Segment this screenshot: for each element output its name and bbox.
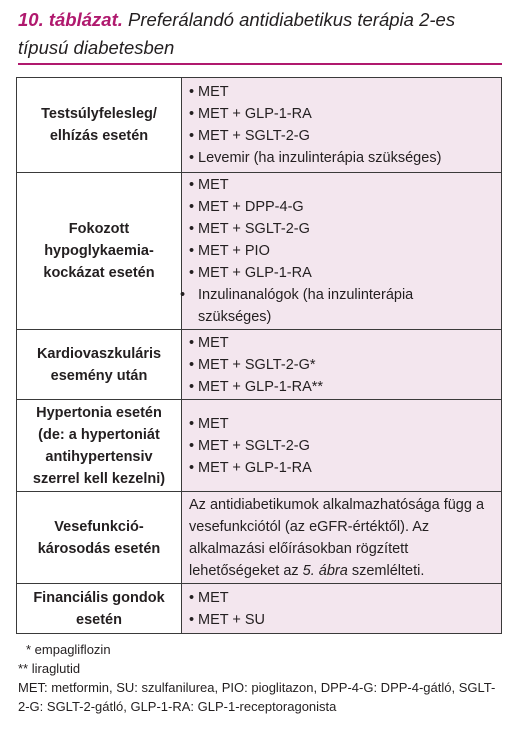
list-item: • MET + GLP-1-RA — [189, 265, 312, 281]
list-item: • MET — [189, 84, 229, 100]
list-item: • MET + SGLT-2-G — [189, 437, 310, 454]
list-item: • MET + GLP-1-RA — [189, 106, 312, 122]
row-value — [182, 400, 502, 492]
list-item: • MET — [189, 177, 229, 193]
list-item: • MET + GLP-1-RA — [189, 459, 312, 476]
row-label: Hypertonia esetén (de: a hypertoniát antihypertensiv szerrel kell kezelni) — [17, 400, 182, 492]
footnotes — [18, 640, 502, 716]
table-row — [17, 173, 502, 330]
list-item: • MET + SGLT-2-G — [189, 221, 310, 237]
row-value — [182, 173, 502, 330]
list-item: • MET + PIO — [189, 243, 270, 259]
list-item: • MET — [189, 589, 229, 606]
table-number: 10. táblázat. — [18, 9, 123, 30]
footnote: MET: metformin, SU: szulfanilurea, PIO: pioglitazon, DPP-4-G: DPP-4-gátló, SGLT-2-G: SGLT-2-gátló, GLP-1-RA: GLP-1-receptoragonista — [18, 680, 496, 714]
title-rule — [18, 63, 502, 65]
list-item: • MET + SGLT-2-G — [189, 128, 310, 144]
table-row — [17, 78, 502, 173]
row-value — [182, 78, 502, 173]
list-item: • MET + SU — [189, 611, 266, 628]
row-label: Vesefunkció-károsodás esetén — [17, 492, 182, 584]
table-row — [17, 400, 502, 492]
row-label: Financiális gondok esetén — [17, 584, 182, 634]
list-item: • MET + DPP-4-G — [189, 199, 304, 215]
row-value — [182, 584, 502, 634]
list-item: • Inzulinanalógok (ha inzulinterápia szükséges) — [180, 287, 414, 325]
table-row — [17, 584, 502, 634]
row-label: Fokozott hypoglykaemia-kockázat esetén — [17, 173, 182, 330]
list-item: • MET — [189, 334, 229, 351]
list-item: • Levemir (ha inzulinterápia szükséges) — [189, 150, 442, 166]
row-label: Kardiovaszkuláris esemény után — [17, 330, 182, 400]
therapy-table — [16, 77, 502, 634]
figure-reference: 5. ábra — [302, 562, 348, 579]
table-title — [18, 6, 498, 62]
table-row — [17, 492, 502, 584]
table-row — [17, 330, 502, 400]
footnote: * empagliflozin — [26, 642, 111, 657]
row-value — [182, 330, 502, 400]
row-value — [182, 492, 502, 584]
list-item: • MET + SGLT-2-G* — [189, 356, 316, 373]
table-caption: Preferálandó antidiabetikus terápia 2-es típusú diabetesben — [18, 9, 456, 58]
list-item: • MET — [189, 415, 229, 432]
row-label: Testsúlyfelesleg/ elhízás esetén — [17, 78, 182, 173]
renal-note: Az antidiabetikumok alkalmazhatósága függ a vesefunkciótól (az eGFR-értéktől). Az alkalmazási előírásokban rögzített lehetőségeket az 5. ábra szemlélteti. — [189, 496, 485, 579]
footnote: ** liraglutid — [18, 661, 81, 676]
list-item: • MET + GLP-1-RA** — [189, 378, 324, 395]
